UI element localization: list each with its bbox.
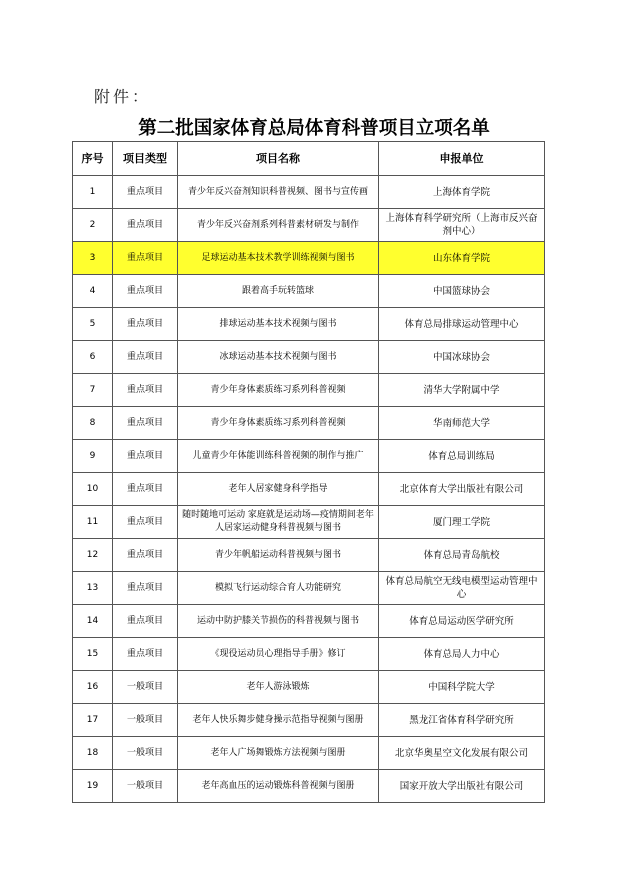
cell-name: 青少年身体素质练习系列科普视频 <box>178 407 379 440</box>
cell-no: 15 <box>73 638 113 671</box>
table-row <box>73 539 545 572</box>
cell-name: 《现役运动员心理指导手册》修订 <box>178 638 379 671</box>
cell-name: 跟着高手玩转篮球 <box>178 275 379 308</box>
cell-type: 重点项目 <box>113 209 178 242</box>
cell-type: 一般项目 <box>113 770 178 803</box>
cell-name: 运动中防护膝关节损伤的科普视频与图书 <box>178 605 379 638</box>
cell-org: 清华大学附属中学 <box>379 374 545 407</box>
cell-no: 8 <box>73 407 113 440</box>
cell-name: 随时随地可运动 家庭就是运动场—疫情期间老年人居家运动健身科普视频与图书 <box>178 506 379 539</box>
cell-name: 老年人快乐舞步健身操示范指导视频与图册 <box>178 704 379 737</box>
cell-no: 6 <box>73 341 113 374</box>
cell-no: 10 <box>73 473 113 506</box>
header-no: 序号 <box>73 142 113 176</box>
cell-no: 5 <box>73 308 113 341</box>
cell-org: 中国科学院大学 <box>379 671 545 704</box>
cell-org: 北京体育大学出版社有限公司 <box>379 473 545 506</box>
cell-name: 排球运动基本技术视频与图书 <box>178 308 379 341</box>
cell-name: 冰球运动基本技术视频与图书 <box>178 341 379 374</box>
table-row <box>73 770 545 803</box>
cell-type: 重点项目 <box>113 374 178 407</box>
table-row <box>73 275 545 308</box>
cell-org: 中国篮球协会 <box>379 275 545 308</box>
table-row <box>73 341 545 374</box>
table-row <box>73 737 545 770</box>
cell-no: 12 <box>73 539 113 572</box>
table-row <box>73 176 545 209</box>
cell-name: 老年高血压的运动锻炼科普视频与图册 <box>178 770 379 803</box>
table-row <box>73 374 545 407</box>
table-row <box>73 440 545 473</box>
header-org: 申报单位 <box>379 142 545 176</box>
cell-type: 重点项目 <box>113 407 178 440</box>
cell-type: 一般项目 <box>113 737 178 770</box>
cell-org: 北京华奥星空文化发展有限公司 <box>379 737 545 770</box>
table-row <box>73 242 545 275</box>
cell-name: 青少年身体素质练习系列科普视频 <box>178 374 379 407</box>
cell-name: 青少年帆船运动科普视频与图书 <box>178 539 379 572</box>
table-row <box>73 407 545 440</box>
attachment-label: 附件： <box>94 87 152 106</box>
cell-no: 3 <box>73 242 113 275</box>
cell-org: 体育总局航空无线电模型运动管理中心 <box>379 572 545 605</box>
cell-no: 17 <box>73 704 113 737</box>
cell-type: 重点项目 <box>113 275 178 308</box>
cell-no: 18 <box>73 737 113 770</box>
cell-name: 老年人居家健身科学指导 <box>178 473 379 506</box>
cell-type: 重点项目 <box>113 242 178 275</box>
table-row <box>73 671 545 704</box>
cell-no: 7 <box>73 374 113 407</box>
table-row <box>73 473 545 506</box>
cell-org: 体育总局排球运动管理中心 <box>379 308 545 341</box>
table-row <box>73 209 545 242</box>
cell-type: 重点项目 <box>113 539 178 572</box>
table-row <box>73 605 545 638</box>
table-row <box>73 572 545 605</box>
table-header-row <box>73 142 545 176</box>
cell-name: 青少年反兴奋剂知识科普视频、图书与宣传画 <box>178 176 379 209</box>
cell-type: 重点项目 <box>113 572 178 605</box>
cell-type: 重点项目 <box>113 440 178 473</box>
cell-type: 重点项目 <box>113 341 178 374</box>
cell-org: 上海体育学院 <box>379 176 545 209</box>
cell-name: 模拟飞行运动综合育人功能研究 <box>178 572 379 605</box>
cell-name: 青少年反兴奋剂系列科普素材研发与制作 <box>178 209 379 242</box>
table-row <box>73 704 545 737</box>
cell-org: 华南师范大学 <box>379 407 545 440</box>
cell-org: 上海体育科学研究所（上海市反兴奋剂中心） <box>379 209 545 242</box>
cell-type: 重点项目 <box>113 176 178 209</box>
cell-no: 11 <box>73 506 113 539</box>
cell-org: 体育总局人力中心 <box>379 638 545 671</box>
cell-name: 老年人游泳锻炼 <box>178 671 379 704</box>
table-row <box>73 506 545 539</box>
cell-type: 一般项目 <box>113 671 178 704</box>
cell-name: 足球运动基本技术教学训练视频与图书 <box>178 242 379 275</box>
cell-no: 14 <box>73 605 113 638</box>
table-row <box>73 308 545 341</box>
cell-org: 体育总局训练局 <box>379 440 545 473</box>
cell-type: 一般项目 <box>113 704 178 737</box>
cell-type: 重点项目 <box>113 308 178 341</box>
cell-no: 13 <box>73 572 113 605</box>
cell-org: 国家开放大学出版社有限公司 <box>379 770 545 803</box>
project-list-table <box>72 141 545 803</box>
cell-type: 重点项目 <box>113 605 178 638</box>
document-title: 第二批国家体育总局体育科普项目立项名单 <box>138 118 490 139</box>
table-row <box>73 638 545 671</box>
cell-org: 中国冰球协会 <box>379 341 545 374</box>
cell-org: 体育总局运动医学研究所 <box>379 605 545 638</box>
cell-no: 19 <box>73 770 113 803</box>
cell-no: 1 <box>73 176 113 209</box>
cell-org: 体育总局青岛航校 <box>379 539 545 572</box>
cell-type: 重点项目 <box>113 506 178 539</box>
cell-no: 16 <box>73 671 113 704</box>
cell-name: 儿童青少年体能训练科普视频的制作与推广 <box>178 440 379 473</box>
cell-no: 2 <box>73 209 113 242</box>
cell-org: 厦门理工学院 <box>379 506 545 539</box>
cell-type: 重点项目 <box>113 473 178 506</box>
cell-name: 老年人广场舞锻炼方法视频与图册 <box>178 737 379 770</box>
cell-no: 4 <box>73 275 113 308</box>
cell-no: 9 <box>73 440 113 473</box>
header-type: 项目类型 <box>113 142 178 176</box>
cell-type: 重点项目 <box>113 638 178 671</box>
header-name: 项目名称 <box>178 142 379 176</box>
cell-org: 山东体育学院 <box>379 242 545 275</box>
cell-org: 黑龙江省体育科学研究所 <box>379 704 545 737</box>
